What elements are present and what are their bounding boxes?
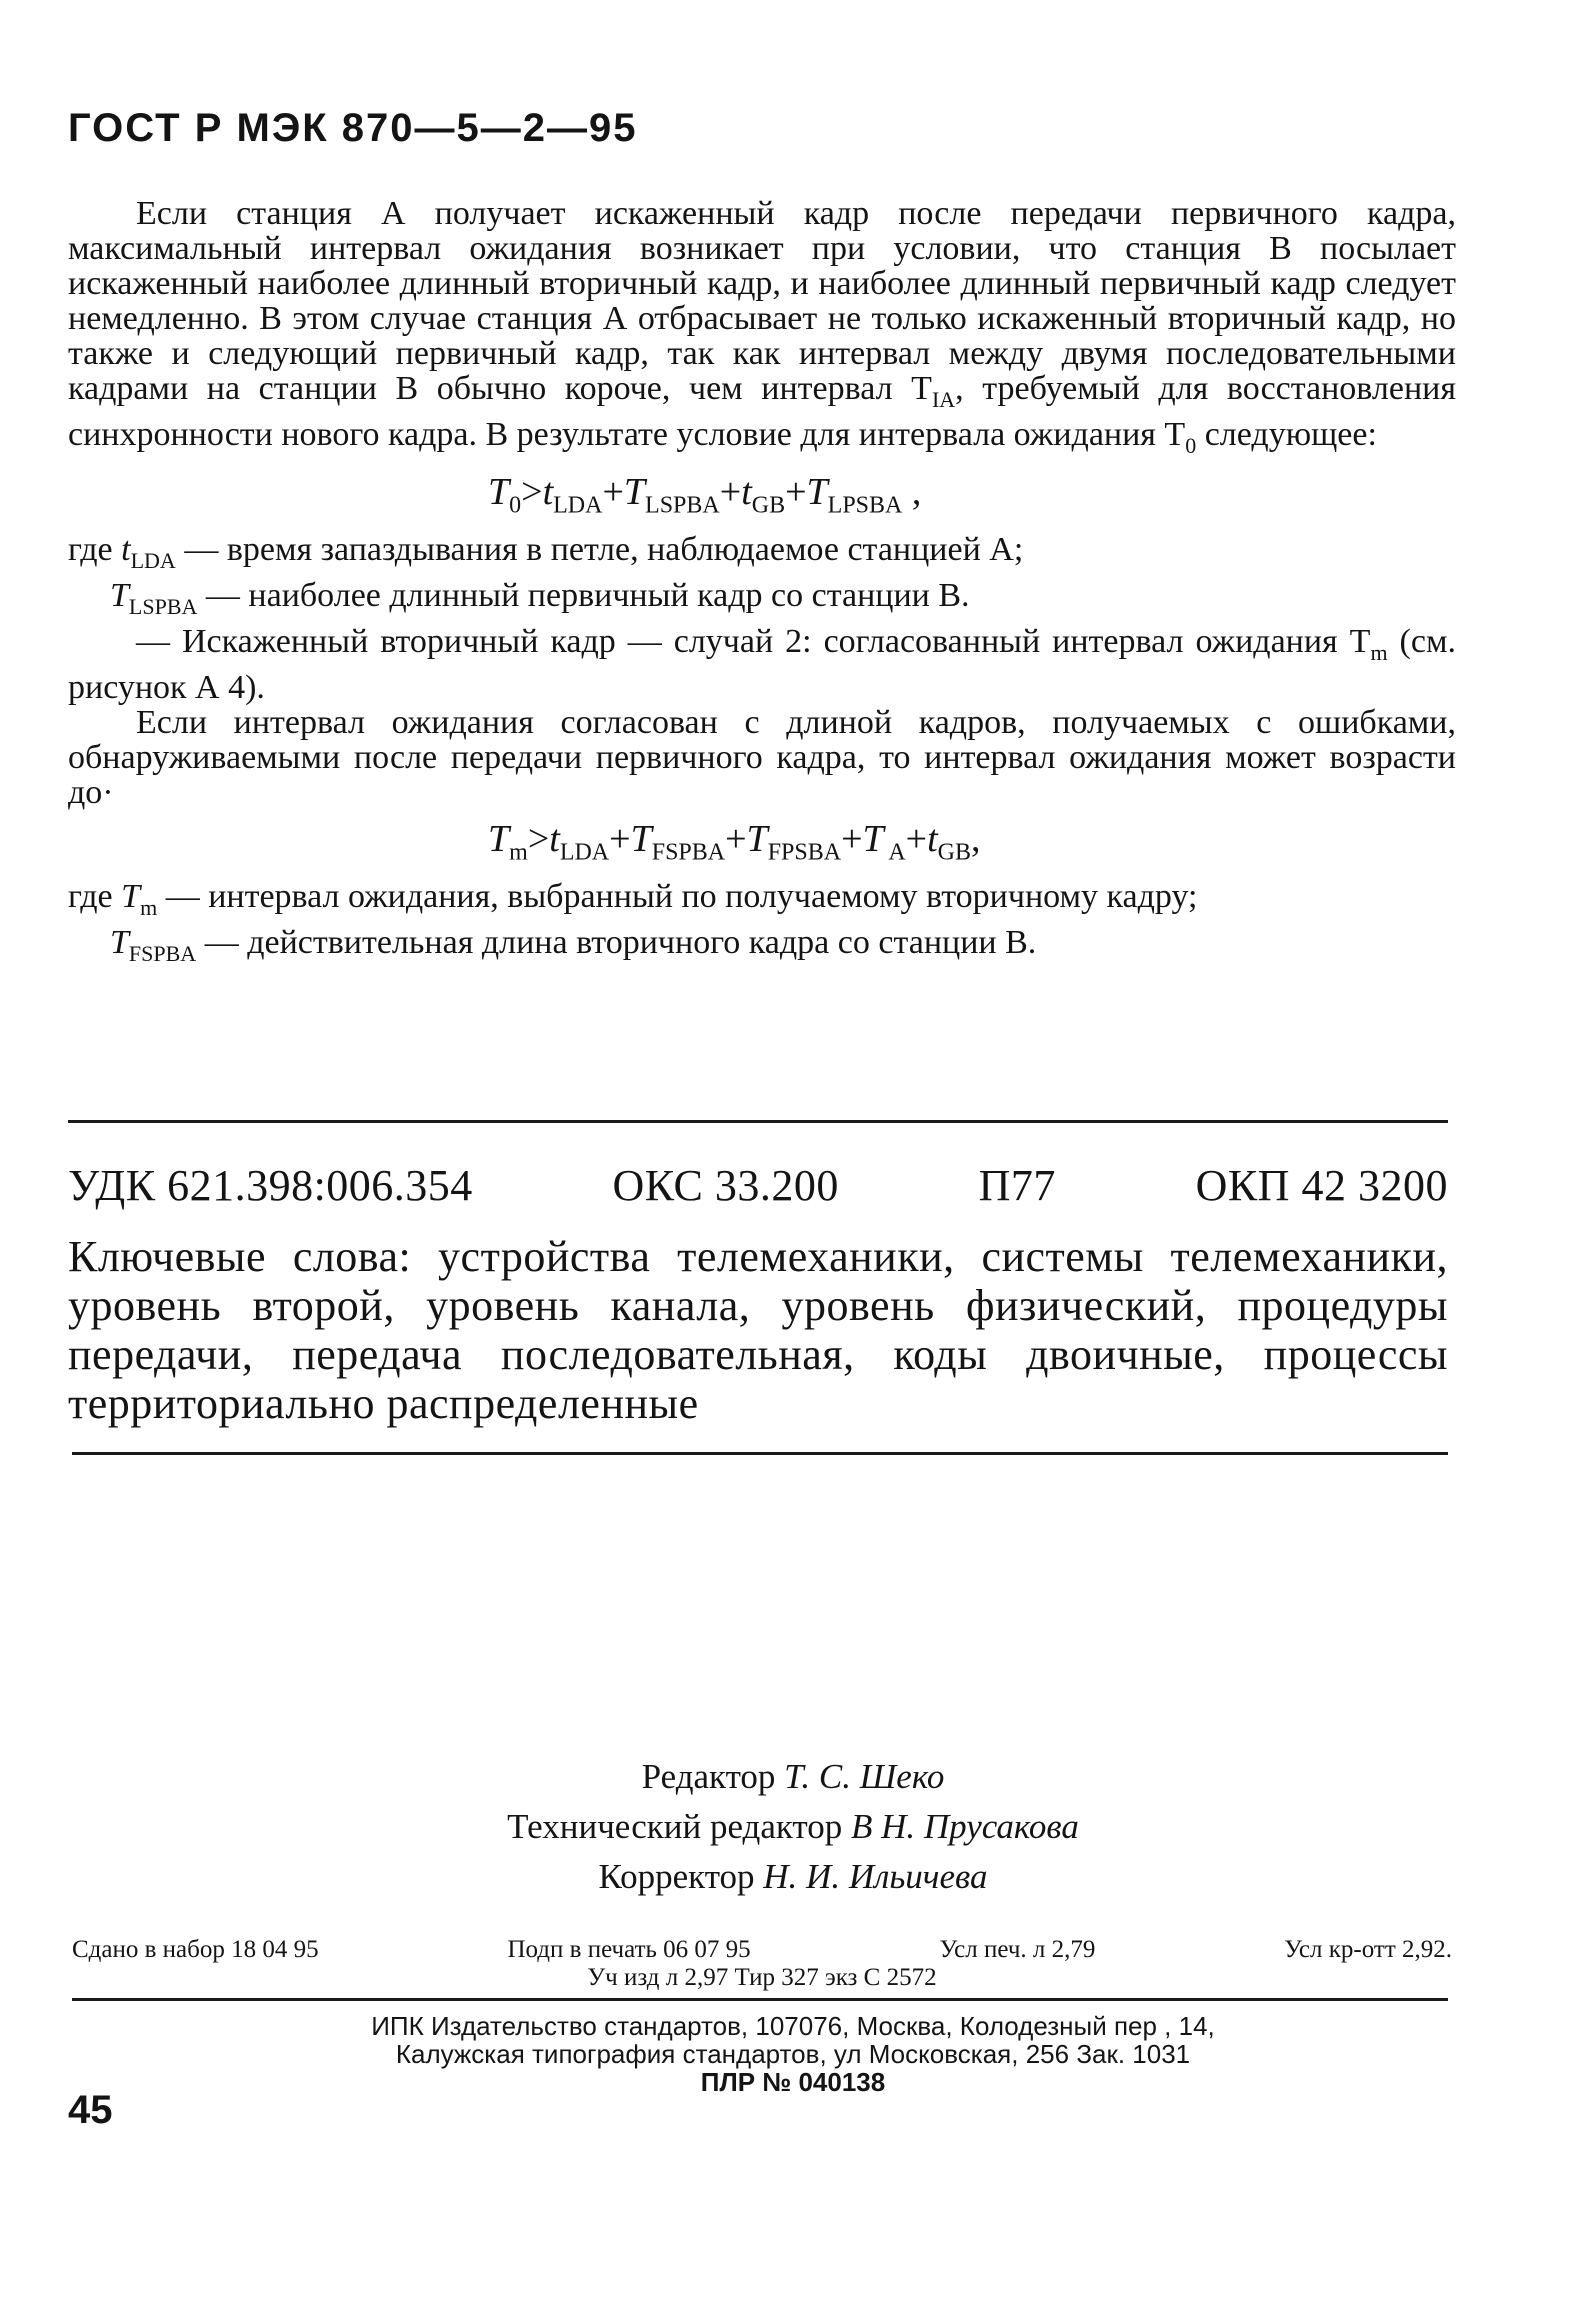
imprint-row-1: Сдано в набор 18 04 95 Подп в печать 06 07 95 Усл печ. л 2,79 Усл кр-отт 2,92. — [72, 1936, 1452, 1963]
credits-block — [0, 1752, 1586, 1902]
formula-1: $T_0>t_{LDA}+T_{LSPBA}+t_{GB}+T_{LPSBA}$ , — [488, 470, 922, 519]
oks-code: ОКС 33.200 — [612, 1161, 839, 1210]
divider-top — [68, 1120, 1448, 1123]
page-number: 45 — [68, 2088, 113, 2132]
imprint-block — [72, 1936, 1452, 1992]
udk-code: УДК 621.398:006.354 — [68, 1161, 473, 1210]
case-2-line: — Искаженный вторичный кадр — случай 2: согласованный интервал ожидания $T_m$ (см. рисунок А 4). — [68, 622, 1456, 706]
main-text-block — [68, 196, 1456, 971]
divider-keywords — [72, 1452, 1448, 1455]
definition-tlda: где $t_{LDA}$ — время запаздывания в петле, наблюдаемое станцией А; — [68, 531, 1024, 573]
paragraph-1: Если станция А получает искаженный кадр после передачи первичного кадра, максимальный интервал ожидания возникает при условии, что станция В посылает искаженный наиболее длинный вторичный кадр, и наиболее длинный первичный кадр следует немедленно. В этом случае станция А отбрасывает не только искаженный вторичный кадр, но также и следующий первичный кадр, так как интервал между двумя последовательными кадрами на станции В обычно короче, чем интервал $T_{IA}$, требуемый для восстановления синхронности нового кадра. В результате условие для интервала ожидания $T_0$ следующее: — [68, 195, 1456, 458]
credit-corrector: Корректор Н. И. Ильичева — [598, 1857, 988, 1896]
paragraph-2: Если интервал ожидания согласован с длиной кадров, получаемых с ошибками, обнаруживаемыми после передачи первичного кадра, то интервал ожидания может возрасти до· — [68, 703, 1456, 811]
imprint-row-2: Уч изд л 2,97 Тир 327 экз С 2572 — [587, 1964, 937, 1991]
publisher-block — [0, 2012, 1586, 2096]
publisher-line-1: ИПК Издательство стандартов, 107076, Москва, Колодезный пер , 14, — [371, 2011, 1215, 2041]
classification-row — [68, 1160, 1448, 1211]
divider-imprint — [72, 1998, 1448, 2001]
formula-2: $T_m>t_{LDA}+T_{FSPBA}+T_{FPSBA}+T$ $_A+t_{GB}$, — [488, 817, 981, 866]
document-header: ГОСТ Р МЭК 870—5—2—95 — [68, 106, 638, 150]
okp-code: ОКП 42 3200 — [1195, 1161, 1448, 1210]
publisher-line-2: Калужская типография стандартов, ул Московская, 256 Зак. 1031 — [395, 2039, 1191, 2069]
credit-tech-editor: Технический редактор В Н. Прусакова — [507, 1807, 1079, 1846]
credit-editor: Редактор Т. С. Шеко — [641, 1757, 945, 1796]
publisher-line-3: ПЛР № 040138 — [700, 2067, 886, 2097]
definition-tm: где $T_m$ — интервал ожидания, выбранный по получаемому вторичному кадру; — [68, 878, 1198, 920]
p-code: П77 — [978, 1161, 1056, 1210]
definition-tfspba: $T_{FSPBA}$ — действительная длина вторичного кадра со станции В. — [110, 923, 1037, 966]
definition-tlspba: $T_{LSPBA}$ — наиболее длинный первичный кадр со станции В. — [110, 576, 970, 619]
keywords-block: Ключевые слова: устройства телемеханики, системы телемеханики, уровень второй, уровень канала, уровень физический, процедуры передачи, передача последовательная, коды двоичные, процессы территориально распределенные — [68, 1232, 1448, 1428]
